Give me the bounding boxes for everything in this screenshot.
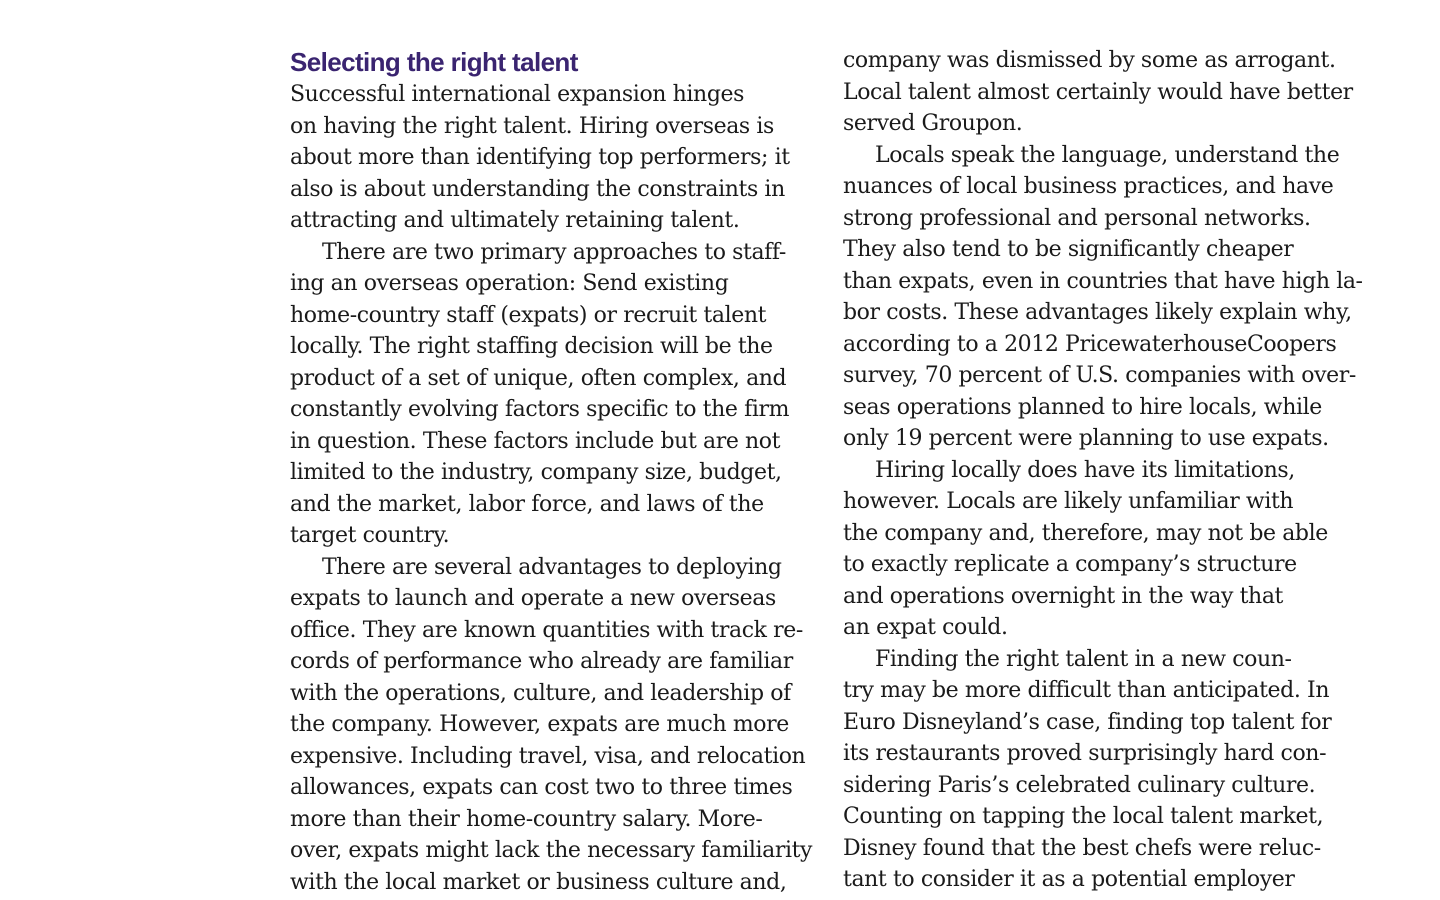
text-line: tant to consider it as a potential employer: [843, 867, 1295, 892]
left-text-column: [290, 45, 815, 898]
text-line: served Groupon.: [843, 111, 1023, 136]
text-line: strong professional and personal networks.: [843, 205, 1311, 231]
text-line: Successful international expansion hinges: [290, 82, 745, 107]
text-line: Euro Disneyland’s case, finding top talent for: [843, 709, 1332, 735]
text-line: the company and, therefore, may not be able: [843, 520, 1328, 546]
text-line: however. Locals are likely unfamiliar with: [843, 489, 1294, 514]
text-line: Counting on tapping the local talent market,: [843, 804, 1324, 829]
text-line: allowances, expats can cost two to three times: [290, 775, 793, 800]
text-line: its restaurants proved surprisingly hard con-: [843, 741, 1327, 766]
text-line: Disney found that the best chefs were reluc-: [843, 835, 1321, 861]
text-line: home-country staff (expats) or recruit talent: [290, 302, 767, 328]
text-line: attracting and ultimately retaining talent.: [290, 208, 740, 233]
text-line: with the operations, culture, and leadership of: [290, 680, 791, 706]
text-line: to exactly replicate a company’s structure: [843, 552, 1297, 577]
text-line: only 19 percent were planning to use expats.: [843, 426, 1329, 451]
text-line: try may be more difficult than anticipated. In: [843, 678, 1330, 703]
text-line: also is about understanding the constraints in: [290, 176, 785, 202]
section-heading: Selecting the right talent: [290, 47, 578, 77]
text-line: constantly evolving factors specific to the firm: [290, 397, 790, 422]
text-line: cords of performance who already are familiar: [290, 649, 793, 674]
text-line: on having the right talent. Hiring overseas is: [290, 113, 774, 139]
text-line: survey, 70 percent of U.S. companies with over-: [843, 363, 1356, 388]
text-line: Locals speak the language, understand the: [875, 142, 1340, 168]
text-line: sidering Paris’s celebrated culinary culture.: [843, 772, 1316, 798]
text-line: bor costs. These advantages likely explain why,: [843, 300, 1352, 325]
text-line: expats to launch and operate a new overseas: [290, 586, 776, 611]
text-line: expensive. Including travel, visa, and relocation: [290, 743, 806, 769]
right-text-column: [843, 45, 1368, 896]
text-line: and operations overnight in the way that: [843, 583, 1283, 609]
text-line: Hiring locally does have its limitations,: [875, 457, 1295, 483]
text-line: target country.: [290, 523, 450, 548]
text-line: with the local market or business culture and,: [290, 869, 787, 895]
text-line: seas operations planned to hire locals, while: [843, 394, 1322, 420]
text-line: Local talent almost certainly would have better: [843, 79, 1353, 105]
text-line: an expat could.: [843, 615, 1008, 640]
text-line: There are several advantages to deploying: [322, 554, 782, 580]
text-line: more than their home-country salary. More-: [290, 806, 763, 832]
text-line: limited to the industry, company size, budget,: [290, 460, 782, 485]
text-line: according to a 2012 PricewaterhouseCoopers: [843, 331, 1337, 357]
text-line: product of a set of unique, often complex, and: [290, 365, 787, 391]
text-line: about more than identifying top performers; it: [290, 145, 790, 170]
text-line: office. They are known quantities with track re-: [290, 617, 803, 643]
text-line: than expats, even in countries that have high la-: [843, 268, 1363, 294]
text-line: the company. However, expats are much more: [290, 712, 789, 737]
text-line: in question. These factors include but are not: [290, 428, 781, 454]
text-line: They also tend to be significantly cheaper: [843, 237, 1294, 262]
text-line: over, expats might lack the necessary familiarity: [290, 838, 813, 863]
text-line: ing an overseas operation: Send existing: [290, 271, 729, 296]
text-line: nuances of local business practices, and have: [843, 174, 1334, 199]
text-line: and the market, labor force, and laws of the: [290, 491, 764, 517]
text-line: company was dismissed by some as arrogant.: [843, 48, 1336, 73]
text-line: locally. The right staffing decision will be the: [290, 334, 773, 359]
text-line: Finding the right talent in a new coun-: [875, 646, 1292, 672]
text-line: There are two primary approaches to staff-: [322, 239, 786, 265]
